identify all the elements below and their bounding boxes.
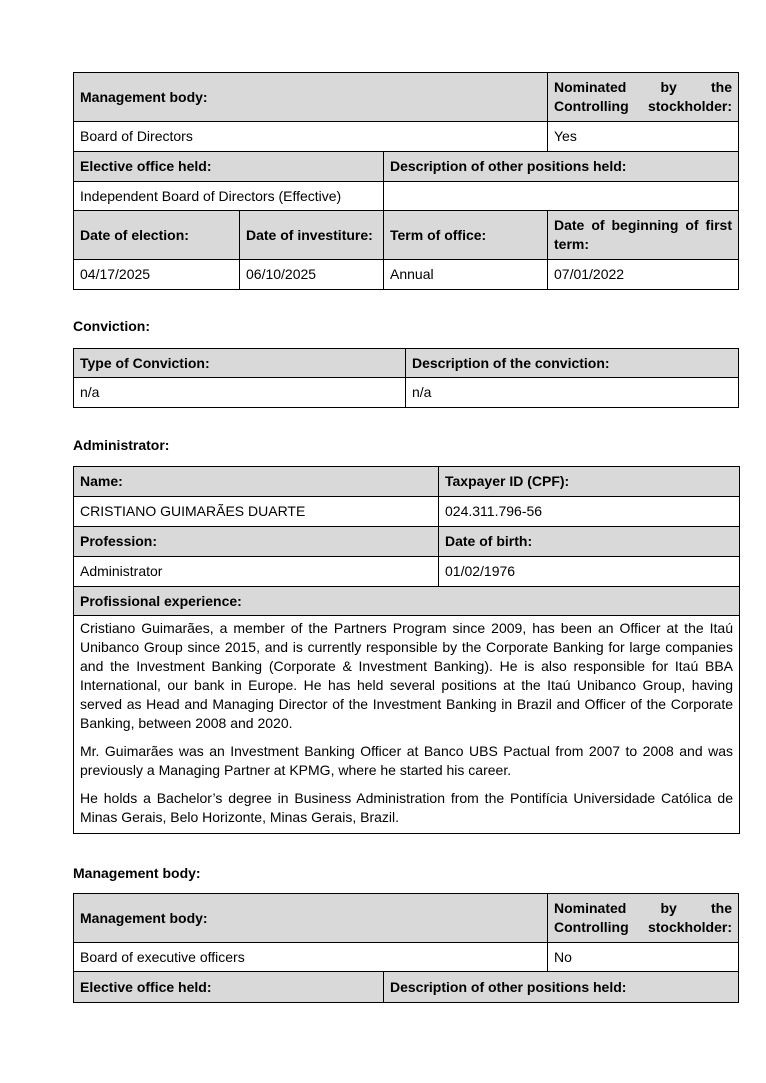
conviction-type-value: n/a <box>74 378 406 408</box>
dob-value: 01/02/1976 <box>439 557 740 587</box>
date-investiture-value: 06/10/2025 <box>240 260 384 290</box>
experience-paragraph: He holds a Bachelor’s degree in Business Administration from the Pontifícia Universidade Católica de Minas Gerais, Belo Horizonte, Minas Gerais, Brazil. <box>80 790 733 825</box>
nominated-value-2: No <box>548 943 739 972</box>
nominated-label-2: Nominated by the Controlling stockholder: <box>548 894 739 943</box>
first-term-value: 07/01/2022 <box>548 260 739 290</box>
elective-office-label-2: Elective office held: <box>74 972 384 1003</box>
management-body-table-2 <box>73 893 738 1003</box>
name-value: CRISTIANO GUIMARÃES DUARTE <box>74 497 439 527</box>
cpf-label: Taxpayer ID (CPF): <box>439 467 740 497</box>
experience-paragraph: Mr. Guimarães was an Investment Banking Officer at Banco UBS Pactual from 2007 to 2008 and was previously a Managing Partner at KPMG, where he started his career. <box>80 743 733 778</box>
management-body-section-title: Management body: <box>73 865 201 881</box>
experience-text <box>74 616 740 834</box>
first-term-label: Date of beginning of first term: <box>548 211 739 260</box>
dob-label: Date of birth: <box>439 527 740 557</box>
administrator-table <box>73 466 739 834</box>
experience-label: Profissional experience: <box>74 587 740 616</box>
other-positions-label: Description of other positions held: <box>384 152 739 182</box>
conviction-section-title: Conviction: <box>73 318 150 334</box>
nominated-label: Nominated by the Controlling stockholder: <box>548 73 739 122</box>
conviction-type-label: Type of Conviction: <box>74 349 406 378</box>
date-election-value: 04/17/2025 <box>74 260 240 290</box>
term-value: Annual <box>384 260 548 290</box>
name-label: Name: <box>74 467 439 497</box>
experience-paragraph: Cristiano Guimarães, a member of the Partners Program since 2009, has been an Officer at the Itaú Unibanco Group since 2015, and is currently responsible by the Corporate Banking for large companies and the Investment Banking (Corporate & Investment Banking). He is also responsible for Itaú BBA International, our bank in Europe. He has held several positions at the Itaú Unibanco Group, having served as Head and Managing Director of the Investment Banking in Brazil and Officer of the Corporate Banking, between 2008 and 2020. <box>80 620 733 731</box>
other-positions-value <box>384 182 739 211</box>
other-positions-label-2: Description of other positions held: <box>384 972 739 1003</box>
elective-office-value: Independent Board of Directors (Effective) <box>74 182 384 211</box>
date-election-label: Date of election: <box>74 211 240 260</box>
management-body-label: Management body: <box>74 73 548 122</box>
management-body-value: Board of Directors <box>74 122 548 152</box>
management-body-table <box>73 72 738 290</box>
term-label: Term of office: <box>384 211 548 260</box>
nominated-value: Yes <box>548 122 739 152</box>
management-body-value-2: Board of executive officers <box>74 943 548 972</box>
cpf-value: 024.311.796-56 <box>439 497 740 527</box>
profession-label: Profession: <box>74 527 439 557</box>
elective-office-label: Elective office held: <box>74 152 384 182</box>
conviction-description-label: Description of the conviction: <box>406 349 739 378</box>
date-investiture-label: Date of investiture: <box>240 211 384 260</box>
conviction-table <box>73 348 738 408</box>
management-body-label-2: Management body: <box>74 894 548 943</box>
administrator-section-title: Administrator: <box>73 437 170 453</box>
conviction-description-value: n/a <box>406 378 739 408</box>
profession-value: Administrator <box>74 557 439 587</box>
